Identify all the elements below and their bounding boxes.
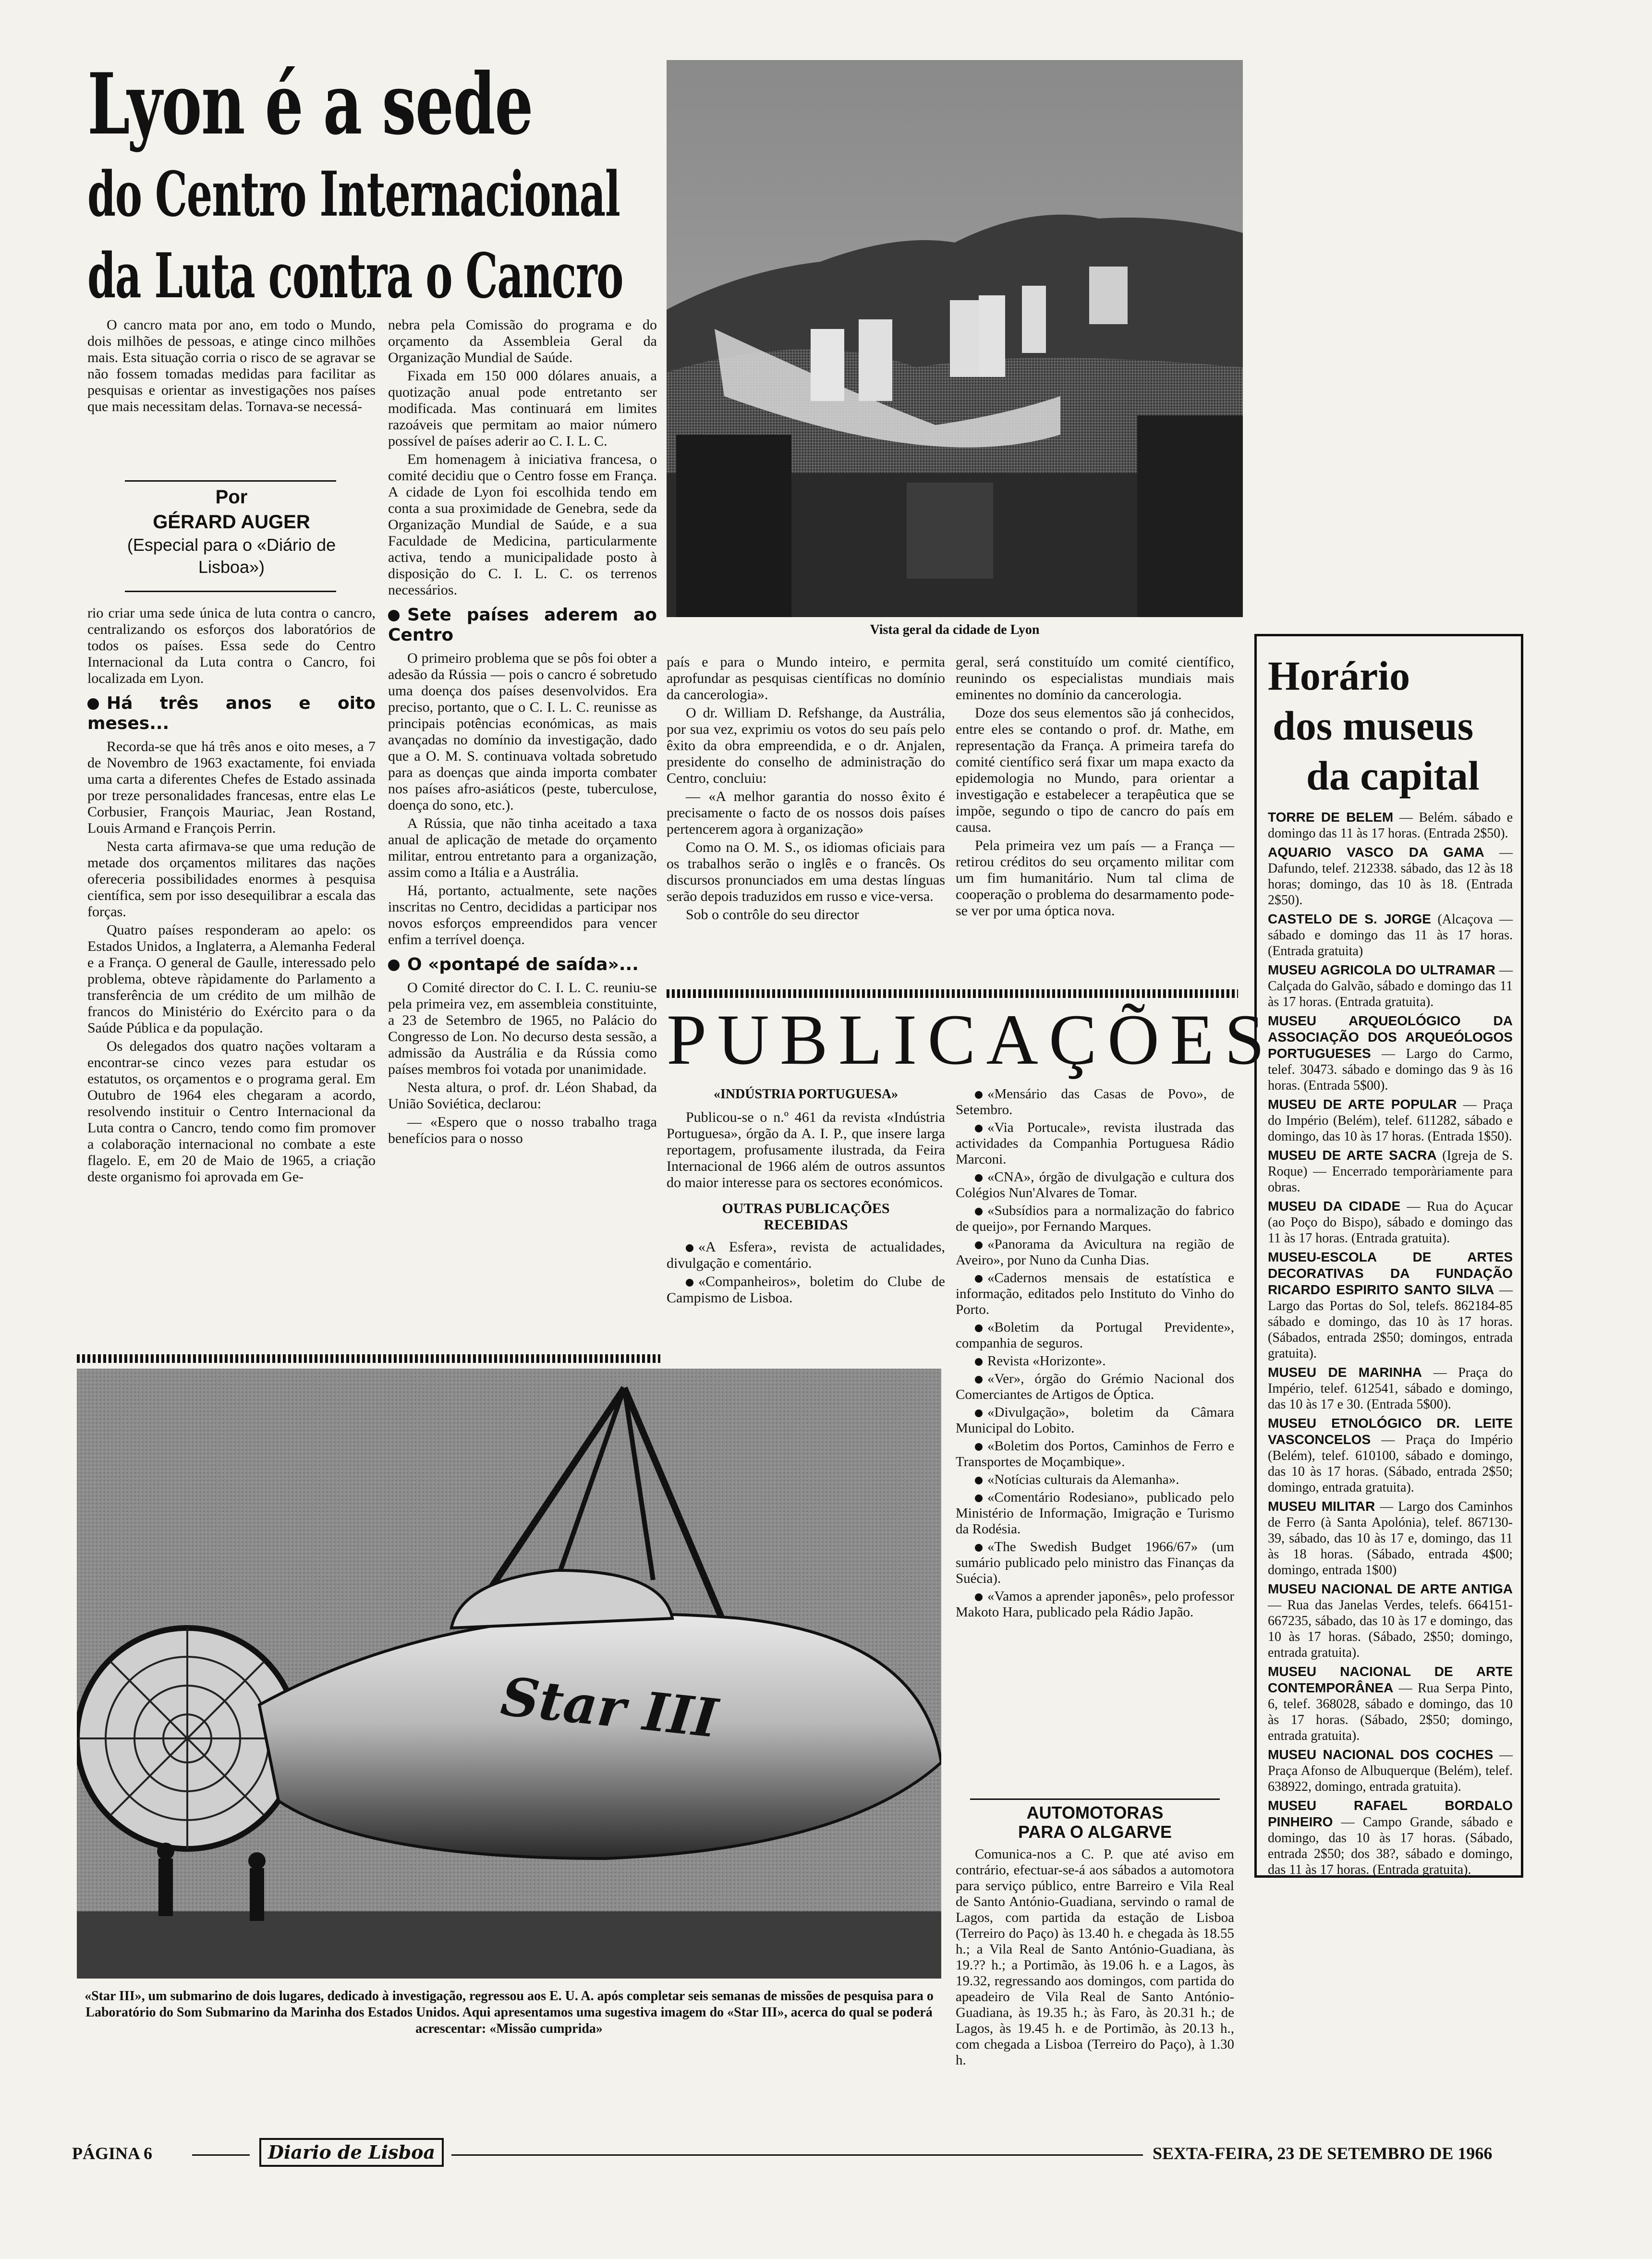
museum-entry: MUSEU DA CIDADE — Rua do Açucar (ao Poço do Bispo), sábado e domingo das 11 às 17 horas. (Entrada gratuita). [1268, 1199, 1513, 1246]
headline-line2: do Centro Internacional [87, 158, 620, 231]
footer-date: SEXTA-FEIRA, 23 DE SETEMBRO DE 1966 [1153, 2144, 1493, 2163]
lyon-city-image [667, 60, 1243, 617]
subhead-pontape: O «pontapé de saída»... [388, 955, 657, 975]
bullet-icon [975, 1275, 983, 1283]
lyon-city-photo [667, 60, 1243, 617]
lead-left: O cancro mata por ano, em todo o Mundo, dois milhões de pessoas, e atinge cinco milhões mais. Esta situação corria o risco de se agravar se não fossem tomadas medidas para facilitar as pesquisas e orientar as investigações nos países que mais necessitam delas. Tornava-se necessá- [87, 317, 376, 414]
bullet-icon [686, 1244, 693, 1252]
separator-publicacoes [667, 989, 1238, 998]
bullet-icon [975, 1477, 983, 1484]
footer-rule-right [451, 2154, 1143, 2156]
automotoras-text: Comunica-nos a C. P. que até aviso em contrário, efectuar-se-á aos sábados a automotora para serviço público, entre Barreiro e Vila Real de Santo António-Guadiana, servindo o ramal de Lagos, com partida da estação de Lisboa (Terreiro do Paço) às 13.40 h. e chegada às 18.55 h.; a Vila Real de Santo António-Guadiana, às 19.?? h.; a Portimão, às 19.06 h. e a Lagos, às 19.32, regressando aos domingos, com partida do apeadeiro de Vila Real de Santo António-Guadiana, às 19.35 h.; às Faro, às 20.31 h.; de Lagos, às 19.45 h. e de Portimão, às 20.13 h., com chegada a Lisboa (Terreiro do Paço), à 1.30 h. [956, 1846, 1234, 2068]
museum-entry: MUSEU RAFAEL BORDALO PINHEIRO — Campo Grande, sábado e domingo, das 10 às 17 horas. (Sábado, entrada 2$50; dos 38?, sábado e domingo, das 11 às 17 horas. (Entrada gratuita). [1268, 1798, 1513, 1877]
museum-entry: MUSEU NACIONAL DE ARTE ANTIGA — Rua das Janelas Verdes, telefs. 664151-667235, sábado, das 10 às 17 e domingo, das 10 às 17 horas. (Sábado, 2$50; domingo, entrada gratuita). [1268, 1581, 1513, 1660]
bullet-icon [975, 1593, 983, 1601]
outras-title: OUTRAS PUBLICAÇÕES RECEBIDAS [722, 1201, 890, 1233]
bullet-icon [388, 959, 400, 971]
bullet-icon [975, 1174, 983, 1182]
museum-entry: TORRE DE BELEM — Belém. sábado e domingo das 11 às 17 horas. (Entrada 2$50). [1268, 810, 1513, 841]
museus-title: Horário dos museus da capital [1268, 653, 1480, 799]
automotoras-rule [970, 1798, 1220, 1800]
museum-entry: MUSEU ETNOLÓGICO DR. LEITE VASCONCELOS — Praça do Império (Belém), telef. 610100, sábado e domingo, das 10 às 17 horas. (Sábado, entrada 2$50; domingo, entrada gratuita). [1268, 1416, 1513, 1495]
footer-page-number: PÁGINA 6 [72, 2144, 153, 2163]
museum-entry: CASTELO DE S. JORGE (Alcaçova — sábado e domingo das 11 às 17 horas. (Entrada gratuita) [1268, 911, 1513, 959]
article-col3: país e para o Mundo inteiro, e permita aprofundar as pesquisas científicas no domínio da cancerologia». O dr. William D. Refshange, da Austrália, por sua vez, exprimiu os votos do seu país pelo êxito da obra empreendida, e o dr. Anjalen, presidente do conselho de administração do Centro, concluiu: — «A melhor garantia do nosso êxito é precisamente o facto de os nossos dois países pertencerem agora à organização» Como na O. M. S., os idiomas oficiais para os trabalhos serão o inglês e o francês. Os discursos pronunciados em uma destas línguas serão depois traduzidos em russo e vice-versa. Sob o contrôle do seu director [667, 654, 945, 923]
publicacoes-left: «INDÚSTRIA PORTUGUESA» Publicou-se o n.º 461 da revista «Indústria Portuguesa», órgão da A. I. P., que insere larga reportagem, profusamente ilustrada, da Feira Internacional de 1966 além de outros assuntos do maior interesse para os sectores económicos. OUTRAS PUBLICAÇÕES RECEBIDAS «A Esfera», revista de actualidades, divulgação e comentário. «Companheiros», boletim do Clube de Campismo de Lisboa. [667, 1087, 945, 1306]
byline-por: Por [215, 486, 248, 508]
star-iii-caption: «Star III», um submarino de dois lugares, dedicado à investigação, regressou aos E. U. A. após completar seis semanas de missões de pesquisa para o Laboratório do Som Submarino da Marinha dos Estados Unidos. Aqui apresentamos uma sugestiva imagem do «Star III», acerca do qual se poderá acrescentar: «Missão cumprida» [85, 1989, 934, 2036]
museum-entry: MUSEU AGRICOLA DO ULTRAMAR — Calçada do Galvão, sábado e domingo das 11 às 17 horas. (Entrada gratuita). [1268, 962, 1513, 1009]
bullet-icon [686, 1279, 693, 1287]
bullet-icon [975, 1324, 983, 1332]
museum-entry: MUSEU-ESCOLA DE ARTES DECORATIVAS DA FUNDAÇÃO RICARDO ESPIRITO SANTO SILVA — Largo das Portas do Sol, telefs. 862184-85 sábado e domingo, das 10 às 17 horas. (Sábados, entrada 2$50; domingos, entrada gratuita). [1268, 1250, 1513, 1361]
bullet-icon [975, 1358, 983, 1366]
article-col2: nebra pela Comissão do programa e do orçamento da Assembleia Geral da Organização Mundial de Saúde. Fixada em 150 000 dólares anuais, a quotização anual pode entretanto ser modificada. Mas continuará em limites razoáveis que permitam ao maior número possível de países aderir ao C. I. L. C. Em homenagem à iniciativa francesa, o comité decidiu que o Centro fosse em França. A cidade de Lyon foi escolhida tendo em conta a sua proximidade de Genebra, sede da Organização Mundial de Saúde, e a sua Faculdade de Medicina, particularmente activa, tendo a municipalidade posto à disposição do C. I. L. C. os terrenos necessários. Sete países aderem ao Centro O primeiro problema que se pôs foi obter a adesão da Rússia — pois o cancro é sobretudo uma doença dos países desenvolvidos. Era preciso, portanto, que o C. I. L. C. reunisse as principais potências económicas, as mais avançadas no domínio da investigação, dado que a O. M. S. continuava voltada sobretudo para as doenças que ainda importa combater nos países afro-asiáticos (peste, tuberculose, doença do sono, etc.). A Rússia, que não tinha aceitado a taxa anual de aplicação de metade do orçamento militar, entrou entretanto para a organização, assim como a Itália e a Austrália. Há, portanto, actualmente, sete nações inscritas no Centro, decididas a participar nos novos esforços empreendidos para vencer enfim a terrível doença. O «pontapé de saída»... O Comité director do C. I. L. C. reuniu-se pela primeira vez, em assembleia constituinte, a 23 de Setembro de 1965, no Palácio do Congresso de Lon. No decurso desta sessão, a admissão da Austrália e da Rússia como países membros foi votada por unanimidade. Nesta altura, o prof. dr. Léon Shabad, da União Soviética, declarou: — «Espero que o nosso trabalho traga benefícios para o nosso [388, 317, 657, 1146]
bullet-icon [975, 1125, 983, 1132]
museus-list [1268, 809, 1513, 1881]
headline-line1: Lyon é a sede [87, 55, 533, 154]
separator-star [77, 1354, 660, 1363]
footer-masthead: Diario de Lisboa [259, 2138, 444, 2167]
museum-entry: MUSEU NACIONAL DE ARTE CONTEMPORÂNEA — Rua Serpa Pinto, 6, telef. 368028, sábado e domingo, das 10 às 17 horas. (Sábado, 2$50; domingo, entrada gratuita). [1268, 1664, 1513, 1743]
museum-entry: MUSEU ARQUEOLÓGICO DA ASSOCIAÇÃO DOS ARQUEÓLOGOS PORTUGUESES — Largo do Carmo, telef. 30473. sábado e domingo das 9 às 16 horas. (Entrada 5$00). [1268, 1013, 1513, 1093]
byline-author: GÉRARD AUGER [153, 511, 310, 533]
bullet-icon [975, 1409, 983, 1417]
subhead-sete-paises: Sete países aderem ao Centro [388, 605, 657, 645]
museum-entry: AQUARIO VASCO DA GAMA — Dafundo, telef. 212338. sábado, das 12 às 18 horas; domingo, das 10 às 18. (Entrada 2$50). [1268, 845, 1513, 908]
bullet-icon [388, 610, 400, 621]
bullet-icon [975, 1544, 983, 1552]
star-iii-photo [77, 1369, 941, 1979]
submarine-image [77, 1369, 941, 1979]
bullet-icon [975, 1494, 983, 1502]
article-col4: geral, será constituído um comité científico, reunindo os especialistas mundiais mais eminentes no domínio da cancerologia. Doze dos seus elementos são já conhecidos, entre eles se contando o prof. dr. Mathe, em representação da França. A primeira tarefa do comité científico será fixar um mapa exacto da epidemologia no Mundo, para orientar a investigação e estabelecer a terapêutica que se impõe, segundo o tipo de cancro do país em causa. Pela primeira vez um país — a França — retirou créditos do seu orçamento militar com um fim humanitário. Num tal clima de cooperação o problema do desarmamento pode-se ver por uma óptica nova. [956, 654, 1234, 919]
bullet-icon [975, 1241, 983, 1249]
bullet-icon [975, 1208, 983, 1215]
headline-line3: da Luta contra o Cancro [87, 240, 623, 312]
subhead-tres-anos: Há três anos e oito meses... [87, 693, 376, 733]
bullet-icon [975, 1443, 983, 1451]
byline-rule-bottom [125, 591, 336, 592]
museum-entry: MUSEU NACIONAL DOS COCHES — Praça Afonso de Albuquerque (Belém), telef. 638922, domingo, entrada gratuita). [1268, 1747, 1513, 1794]
museum-entry: MUSEU MILITAR — Largo dos Caminhos de Ferro (à Santa Apolónia), telef. 867130-39, sábado, das 10 às 17 e, domingo, das 11 às 18 horas. (Sábado, entrada 4$00; domingo, entrada 1$00) [1268, 1499, 1513, 1578]
article-col1: rio criar uma sede única de luta contra o cancro, centralizando os esforços dos laboratórios de todos os países. Essa sede do Centro Internacional da Luta contra o Cancro, foi localizada em Lyon. Há três anos e oito meses... Recorda-se que há três anos e oito meses, a 7 de Novembro de 1963 exactamente, foi enviada uma carta a diferentes Chefes de Estado assinada por treze personalidades francesas, entre elas Le Corbusier, François Mauriac, Jean Rostand, Louis Armand e François Perrin. Nesta carta afirmava-se que uma redução de metade dos orçamentos militares das nações ofereceria possibilidades enormes à pesquisa científica, sem por isso desequilibrar a escala das forças. Quatro países responderam ao apelo: os Estados Unidos, a Inglaterra, a Alemanha Federal e a França. O general de Gaulle, interessado pelo problema, obteve ràpidamente do Parlamento a transferência de um crédito de um milhão de francos do Ministério do Exército para o da Saúde Pública e da população. Os delegados dos quatro nações voltaram a encontrar-se cinco vezes para estudar os estatutos, os orçamentos e o programa geral. Em Outubro de 1964 eles chegaram a acordo, resolvendo instituir o Centro Internacional da Luta contra o Cancro, tendo como fim promover a colaboração internacional no combate a este flagelo. E, em 20 de Maio de 1965, a criação deste organismo foi aprovada em Ge- [87, 605, 376, 1185]
museum-entry: MUSEU DE ARTE POPULAR — Praça do Império (Belém), telef. 611282, sábado e domingo, das 10 às 17 horas. (Entrada 1$50). [1268, 1097, 1513, 1144]
star-iii-hull-label: Star III [498, 1665, 721, 1750]
publicacoes-title: PUBLICAÇÕES [667, 1000, 1275, 1080]
automotoras-title: AUTOMOTORAS PARA O ALGARVE [1018, 1803, 1172, 1842]
bullet-icon [975, 1376, 983, 1384]
publicacoes-right: «Mensário das Casas de Povo», de Setembro. «Via Portucale», revista ilustrada das actividades da Companhia Portuguesa Rádio Marconi. «CNA», órgão de divulgação e cultura dos Colégios Nun'Alvares de Tomar. «Subsídios para a normalização do fabrico de queijo», por Fernando Marques. «Panorama da Avicultura na região de Aveiro», por Nuno da Cunha Dias. «Cadernos mensais de estatística e informação, editados pelo Instituto do Vinho do Porto. «Boletim da Portugal Previdente», companhia de seguros. Revista «Horizonte». «Ver», órgão do Grémio Nacional dos Comerciantes de Artigos de Óptica. «Divulgação», boletim da Câmara Municipal do Lobito. «Boletim dos Portos, Caminhos de Ferro e Transportes de Moçambique». «Notícias culturais da Alemanha». «Comentário Rodesiano», publicado pelo Ministério de Informação, Imigração e Turismo da Rodésia. «The Swedish Budget 1966/67» (um sumário publicado pelo ministro das Finanças da Suécia). «Vamos a aprender japonês», pelo professor Makoto Hara, publicado pela Rádio Japão. [956, 1086, 1234, 1620]
publicacoes-sub: «INDÚSTRIA PORTUGUESA» [713, 1087, 899, 1102]
byline [87, 480, 376, 578]
footer-rule-left [192, 2154, 250, 2156]
lyon-photo-caption: Vista geral da cidade de Lyon [870, 622, 1040, 637]
museum-entry: MUSEU DE MARINHA — Praça do Império, telef. 612541, sábado e domingo, das 10 às 17 e 30. (Entrada 5$00). [1268, 1365, 1513, 1412]
bullet-icon [975, 1091, 983, 1099]
bullet-icon [87, 698, 99, 710]
museum-entry: MUSEU DE ARTE SACRA (Igreja de S. Roque) — Encerrado temporàriamente para obras. [1268, 1148, 1513, 1195]
byline-affiliation: (Especial para o «Diário de Lisboa») [127, 535, 336, 577]
